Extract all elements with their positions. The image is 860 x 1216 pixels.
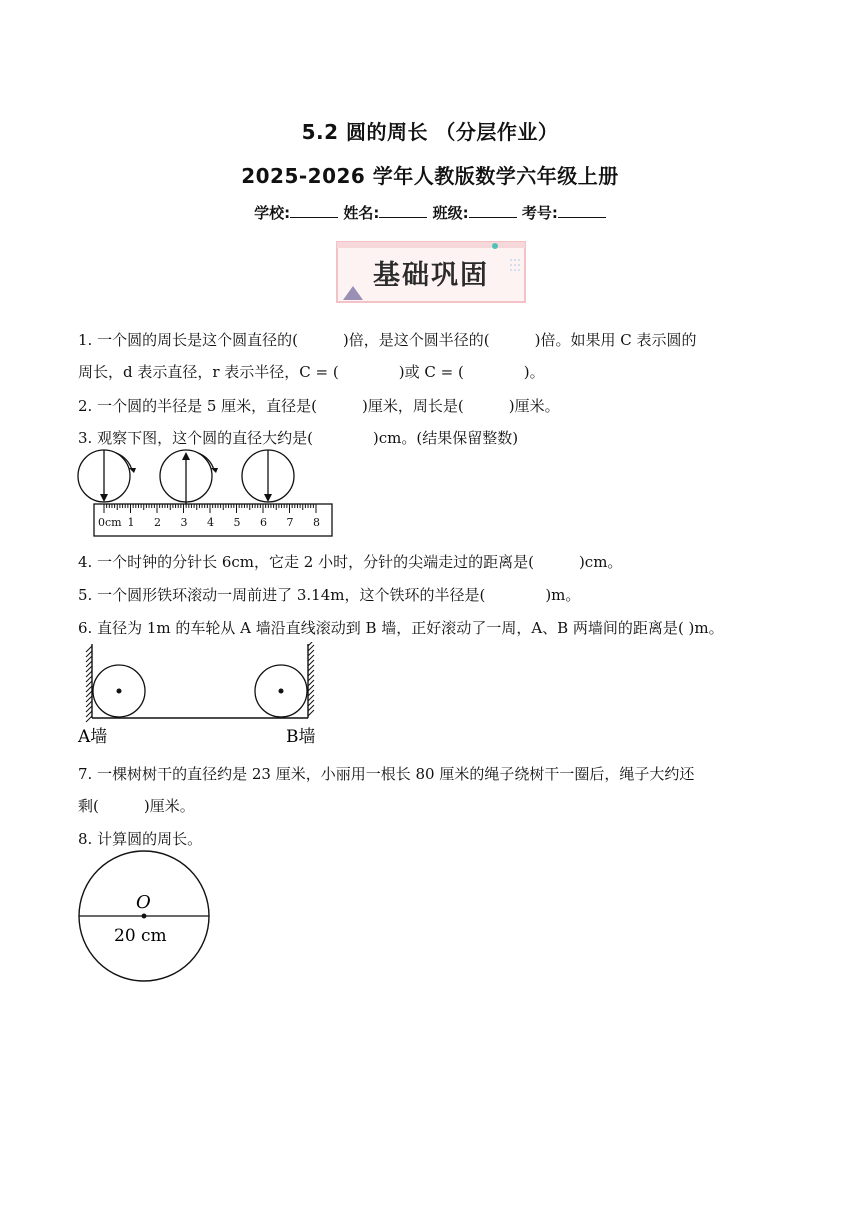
ruler-label: 1 <box>127 516 135 529</box>
section-banner <box>335 240 527 304</box>
student-info-fields <box>0 202 860 223</box>
question-3: 3. 观察下图，这个圆的直径大约是( )cm。(结果保留整数) <box>78 429 519 447</box>
wall-hatch <box>308 700 314 706</box>
school-blank[interactable] <box>290 203 338 218</box>
wall-hatch <box>86 651 92 657</box>
wall-b-label: B墙 <box>286 727 316 747</box>
wall-hatch <box>308 675 314 681</box>
question-6: 6. 直径为 1m 的车轮从 A 墙沿直线滚动到 B 墙，正好滚动了一周，A、B 两墙间的距离是( )m。 <box>78 619 724 637</box>
circle-figure <box>76 850 216 985</box>
wall-hatch <box>308 665 314 671</box>
name-blank[interactable] <box>379 203 427 218</box>
wall-hatch <box>308 645 314 651</box>
ruler-label: 8 <box>313 516 320 529</box>
wall-hatch <box>308 670 314 676</box>
wall-hatch <box>86 676 92 682</box>
wall-hatch <box>308 680 314 686</box>
question-8: 8. 计算圆的周长。 <box>78 830 203 848</box>
wall-hatch <box>308 660 314 666</box>
wall-hatch <box>86 646 92 652</box>
wall-hatch <box>308 690 314 696</box>
wall-hatch <box>86 691 92 697</box>
wall-hatch <box>86 661 92 667</box>
question-7-line-2: 剩( )厘米。 <box>78 797 195 815</box>
wall-a-label: A墙 <box>78 727 108 747</box>
wall-hatch <box>86 716 92 722</box>
class-label: 班级: <box>432 204 469 222</box>
page-title: 5.2 圆的周长 （分层作业） <box>301 120 559 144</box>
wall-hatch <box>86 696 92 702</box>
question-4: 4. 一个时钟的分针长 6cm，它走 2 小时，分针的尖端走过的距离是( )cm。 <box>78 553 623 571</box>
wall-hatch <box>308 685 314 691</box>
question-1-line-2: 周长，d 表示直径，r 表示半径，C = ( )或 C = ( )。 <box>78 363 545 381</box>
name-label: 姓名: <box>343 204 380 222</box>
ruler-label: 6 <box>260 516 267 529</box>
ruler-label: 5 <box>233 516 241 529</box>
center-label: O <box>136 892 151 913</box>
ruler-label: 2 <box>154 516 161 529</box>
question-2: 2. 一个圆的半径是 5 厘米，直径是( )厘米，周长是( )厘米。 <box>78 397 560 415</box>
exam-number-blank[interactable] <box>558 203 606 218</box>
wall-hatch <box>86 666 92 672</box>
question-5: 5. 一个圆形铁环滚动一周前进了 3.14m，这个铁环的半径是( )m。 <box>78 586 581 604</box>
ruler-label: 7 <box>286 516 294 529</box>
ruler-figure <box>76 448 336 540</box>
wall-hatch <box>86 711 92 717</box>
school-label: 学校: <box>254 204 291 222</box>
diameter-label: 20 cm <box>114 926 167 946</box>
banner-label: 基础巩固 <box>373 260 489 291</box>
wall-hatch <box>86 681 92 687</box>
wall-hatch <box>86 656 92 662</box>
question-7-line-1: 7. 一棵树树干的直径约是 23 厘米，小丽用一根长 80 厘米的绳子绕树干一圈后，绳子大约还 <box>78 765 695 783</box>
wall-hatch <box>308 695 314 701</box>
wall-hatch <box>86 701 92 707</box>
wall-hatch <box>86 671 92 677</box>
wall-hatch <box>86 706 92 712</box>
page-subtitle: 2025-2026 学年人教版数学六年级上册 <box>241 164 619 188</box>
wall-figure <box>76 642 326 750</box>
ruler-label: 3 <box>180 516 188 529</box>
wall-hatch <box>308 655 314 661</box>
exam-number-label: 考号: <box>521 204 558 222</box>
question-1-line-1: 1. 一个圆的周长是这个圆直径的( )倍，是这个圆半径的( )倍。如果用 C 表示圆的 <box>78 331 697 349</box>
ruler-label: 4 <box>207 516 214 529</box>
class-blank[interactable] <box>469 203 517 218</box>
ruler-label: 0cm <box>98 516 122 529</box>
wall-hatch <box>308 650 314 656</box>
wall-hatch <box>86 686 92 692</box>
wall-hatch <box>308 710 314 716</box>
wall-hatch <box>308 705 314 711</box>
